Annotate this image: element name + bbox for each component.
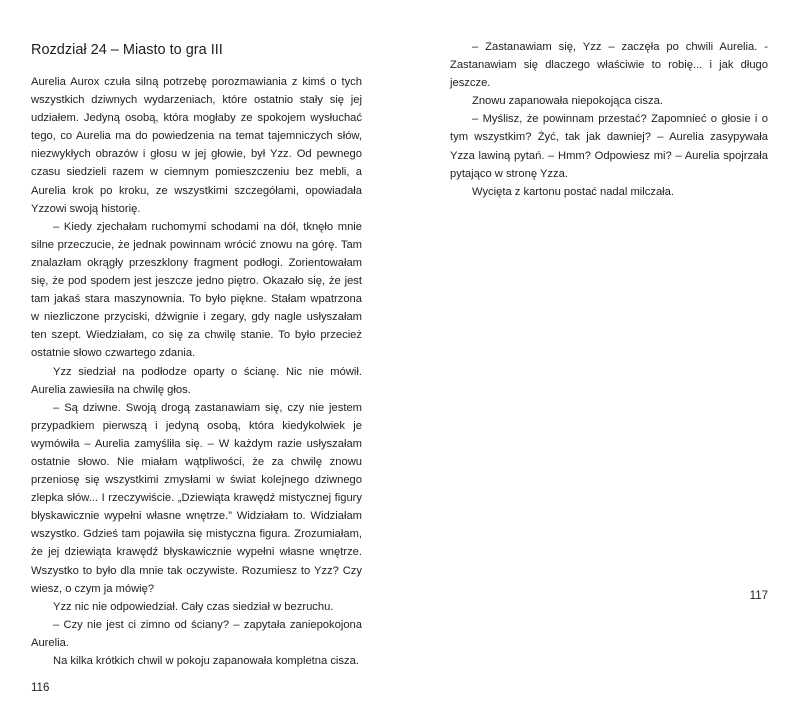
paragraph: Wycięta z kartonu postać nadal milczała. — [472, 185, 674, 198]
paragraph: – Czy nie jest ci zimno od ściany? – zapytała zaniepokojona Aurelia. — [31, 618, 362, 649]
left-page-body — [31, 73, 362, 670]
paragraph: Yzz siedział na podłodze oparty o ścianę. Nic nie mówił. Aurelia zawiesiła na chwilę głos. — [31, 365, 362, 396]
paragraph: – Kiedy zjechałam ruchomymi schodami na dół, tknęło mnie silne przeczucie, że jednak powinnam wrócić znowu na górę. Tam znalazłam okrągły przeszklony fragment podłogi. Zorientowałam się, że pod spodem jest jeszcze jedno piętro. Okazało się, że jest tam jakaś stara maszynownia. To było piękne. Stałam wpatrzona w niezliczone przyciski, dźwignie i zegary, gdy nagle usłyszałam ten szept. Wiedziałam, co się za chwilę stanie. To było przecież ostatnie słowo czwartego zdania. — [31, 220, 362, 360]
page-number: 117 — [749, 590, 768, 602]
chapter-title: Rozdział 24 – Miasto to gra III — [31, 42, 223, 58]
right-page — [400, 0, 800, 624]
paragraph: Aurelia Aurox czuła silną potrzebę porozmawiania z kimś o tych wszystkich dziwnych wydarzeniach, które ostatnio stały się jej udziałem. Jedyną osobą, która mogłaby ze spokojem wysłuchać tego, co Aurelia ma do powiedzenia na temat tajemniczych słów, niezwykłych obrazów i głosu w jej głowie, był Yzz. Od pewnego czasu siedzieli razem w ciemnym pomieszczeniu bez mebli, a Aurelia krok po kroku, ze wszystkimi szczegółami, opowiadała Yzzowi swoją historię. — [31, 76, 362, 215]
right-page-body — [450, 38, 768, 201]
paragraph: – Myślisz, że powinnam przestać? Zapomnieć o głosie i o tym wszystkim? Żyć, tak jak dawniej? – Aurelia zasypywała Yzza lawiną pytań. – Hmm? Odpowiesz mi? – Aurelia spojrzała pytająco w stronę Yzza. — [450, 113, 768, 180]
paragraph: – Zastanawiam się, Yzz – zaczęła po chwili Aurelia. - Zastanawiam się dlaczego właściwie to robię... i jak długo jeszcze. — [450, 41, 768, 90]
paragraph: Yzz nic nie odpowiedział. Cały czas siedział w bezruchu. — [53, 600, 334, 613]
paragraph: Na kilka krótkich chwil w pokoju zapanowała kompletna cisza. — [53, 655, 359, 667]
paragraph: Znowu zapanowała niepokojąca cisza. — [472, 95, 663, 108]
page-number: 116 — [31, 682, 50, 695]
paragraph: – Są dziwne. Swoją drogą zastanawiam się, czy nie jestem przypadkiem pierwszą i jedyną osobą, która kiedykolwiek je wymówiła – Aurelia zamyśliła się. – W każdym razie usłyszałam ostatnie słowo. Nie miałam wątpliwości, że za chwilę znowu przeniosę się wszystkimi zmysłami w świat kolejnego dziwnego zlepka słów... I rzeczywiście. „Dziewiąta krawędź mistycznej figury błyskawicznie wypełni własne wnętrze.” Widziałam to. Widziałam wszystko. Gdzieś tam pojawiła się mistyczna figura. Zrozumiałam, że jej dziewiąta krawędź błyskawicznie wypełni własne wnętrze. Wszystko to było dla mnie tak oczywiste. Rozumiesz to Yzz? Czy wiesz, o czym ja mówię? — [31, 401, 362, 595]
